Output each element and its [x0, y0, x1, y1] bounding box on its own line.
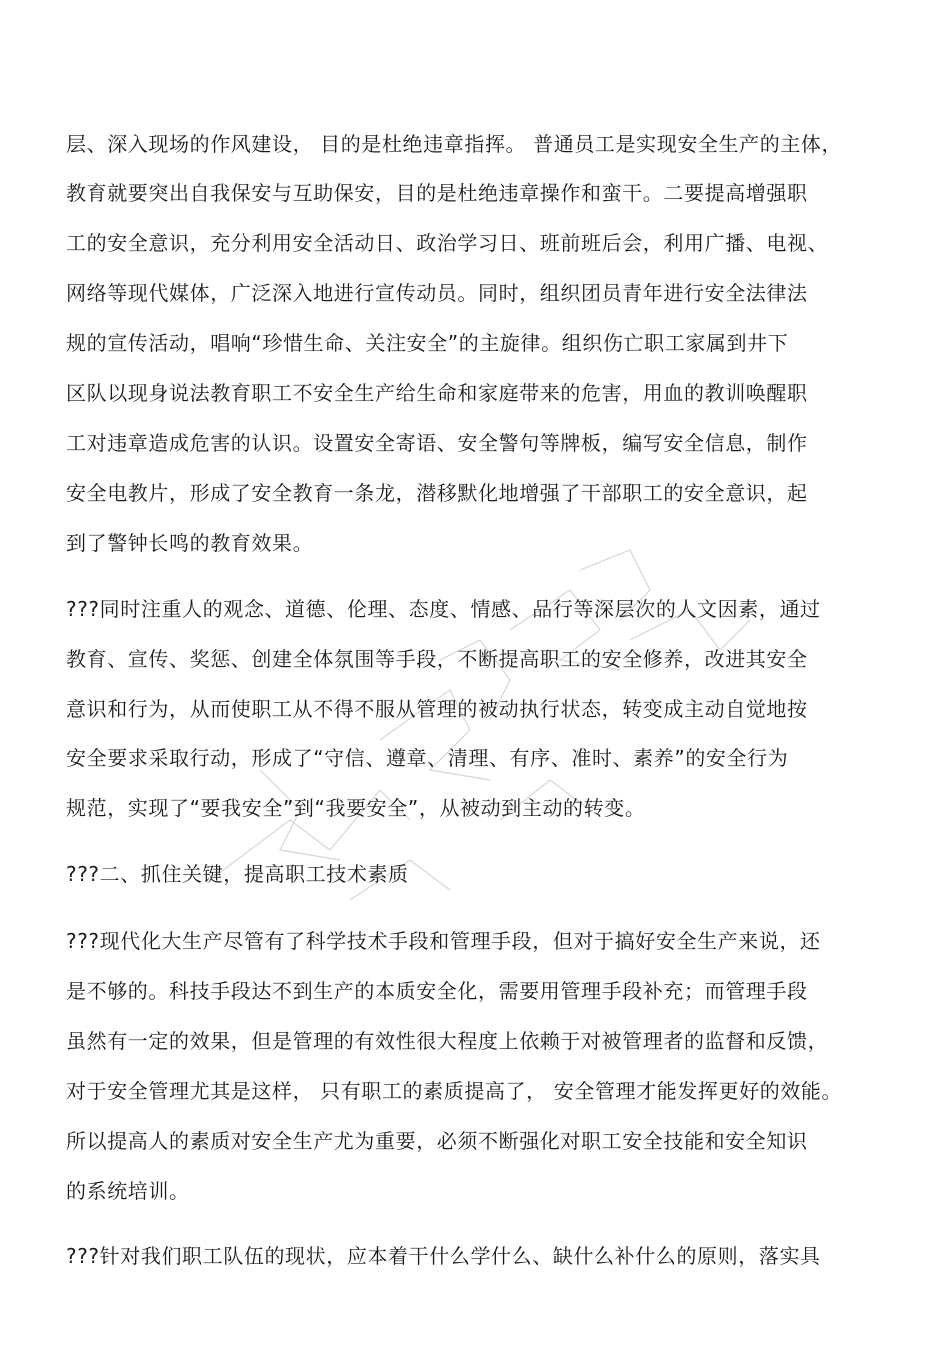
paragraph-4-line-4: 对于安全管理尤其是这样， 只有职工的素质提高了， 安全管理才能发挥更好的效能。	[66, 1079, 843, 1103]
paragraph-2-line-4: 安全要求采取行动，形成了“守信、遵章、清理、有序、准时、素养”的安全行为	[66, 746, 789, 770]
paragraph-1-line-3: 工的安全意识，充分利用安全活动日、政治学习日、班前班后会，利用广播、电视、	[66, 231, 829, 255]
paragraph-2-line-2: 教育、宣传、奖惩、创建全体氛围等手段，不断提高职工的安全修养，改进其安全	[66, 647, 808, 671]
paragraph-2-line-3: 意识和行为，从而使职工从不得不服从管理的被动执行状态，转变成主动自觉地按	[66, 697, 808, 721]
paragraph-1-line-5: 规的宣传活动，唱响“珍惜生命、关注安全”的主旋律。组织伤亡职工家属到井下	[66, 331, 789, 355]
paragraph-1-line-9: 到了警钟长鸣的教育效果。	[66, 531, 314, 555]
paragraph-4-line-1: ???现代化大生产尽管有了科学技术手段和管理手段，但对于搞好安全生产来说，还	[66, 929, 821, 953]
paragraph-4-line-5: 所以提高人的素质对安全生产尤为重要，必须不断强化对职工安全技能和安全知识	[66, 1129, 808, 1153]
paragraph-5-line-1: ???针对我们职工队伍的现状，应本着干什么学什么、缺什么补什么的原则，落实具	[66, 1244, 821, 1268]
paragraph-1-line-8: 安全电教片，形成了安全教育一条龙，潜移默化地增强了干部职工的安全意识，起	[66, 481, 808, 505]
paragraph-2-line-1: ???同时注重人的观念、道德、伦理、态度、情感、品行等深层次的人文因素，通过	[66, 597, 821, 621]
section-heading: ???二、抓住关键，提高职工技术素质	[66, 862, 409, 886]
paragraph-1-line-7: 工对违章造成危害的认识。设置安全寄语、安全警句等牌板，编写安全信息，制作	[66, 431, 808, 455]
paragraph-1-line-6: 区队以现身说法教育职工不安全生产给生命和家庭带来的危害，用血的教训唤醒职	[66, 381, 808, 405]
paragraph-1-line-4: 网络等现代媒体，广泛深入地进行宣传动员。同时，组织团员青年进行安全法律法	[66, 281, 808, 305]
paragraph-4-line-2: 是不够的。科技手段达不到生产的本质安全化，需要用管理手段补充；而管理手段	[66, 979, 808, 1003]
paragraph-2-line-5: 规范，实现了“要我安全”到“我要安全”，从被动到主动的转变。	[66, 796, 646, 820]
paragraph-4-line-6: 的系统培训。	[66, 1179, 190, 1203]
paragraph-1-line-1: 层、深入现场的作风建设， 目的是杜绝违章指挥。 普通员工是实现安全生产的主体，	[66, 132, 843, 156]
paragraph-1-line-2: 教育就要突出自我保安与互助保安，目的是杜绝违章操作和蛮干。二要提高增强职	[66, 181, 808, 205]
paragraph-4-line-3: 虽然有一定的效果，但是管理的有效性很大程度上依赖于对被管理者的监督和反馈，	[66, 1029, 829, 1053]
